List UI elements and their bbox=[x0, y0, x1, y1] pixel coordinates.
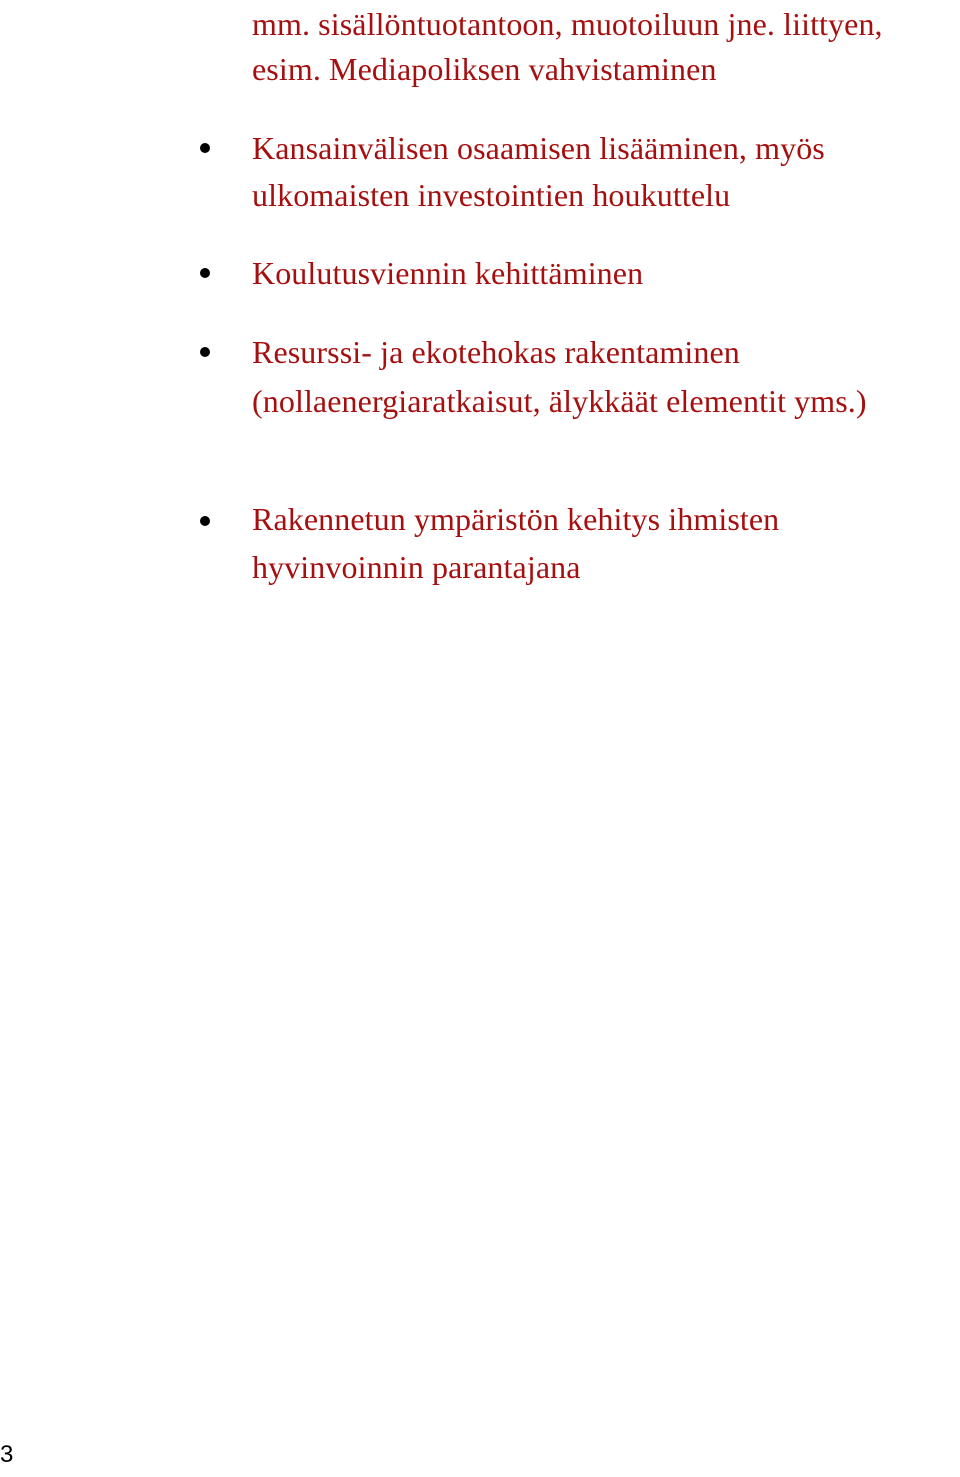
bullet-dot bbox=[200, 143, 210, 153]
bullet-text-line: Kansainvälisen osaamisen lisääminen, myös bbox=[252, 130, 825, 166]
page-number: 3 bbox=[0, 1441, 14, 1468]
continuation-line-2: esim. Mediapoliksen vahvistaminen bbox=[252, 51, 717, 87]
bullet-text-line: (nollaenergiaratkaisut, älykkäät elementit yms.) bbox=[252, 383, 867, 419]
continuation-line-1: mm. sisällöntuotantoon, muotoiluun jne. liittyen, bbox=[252, 6, 883, 42]
bullet-text-line: hyvinvoinnin parantajana bbox=[252, 549, 581, 585]
bullet-text-line: Rakennetun ympäristön kehitys ihmisten bbox=[252, 501, 780, 537]
bullet-text-line: Resurssi- ja ekotehokas rakentaminen bbox=[252, 334, 740, 370]
bullet-dot bbox=[200, 516, 210, 526]
bullet-text-line: ulkomaisten investointien houkuttelu bbox=[252, 177, 731, 213]
bullet-dot bbox=[200, 347, 210, 357]
bullet-dot bbox=[200, 268, 210, 278]
bullet-text-line: Koulutusviennin kehittäminen bbox=[252, 255, 644, 291]
